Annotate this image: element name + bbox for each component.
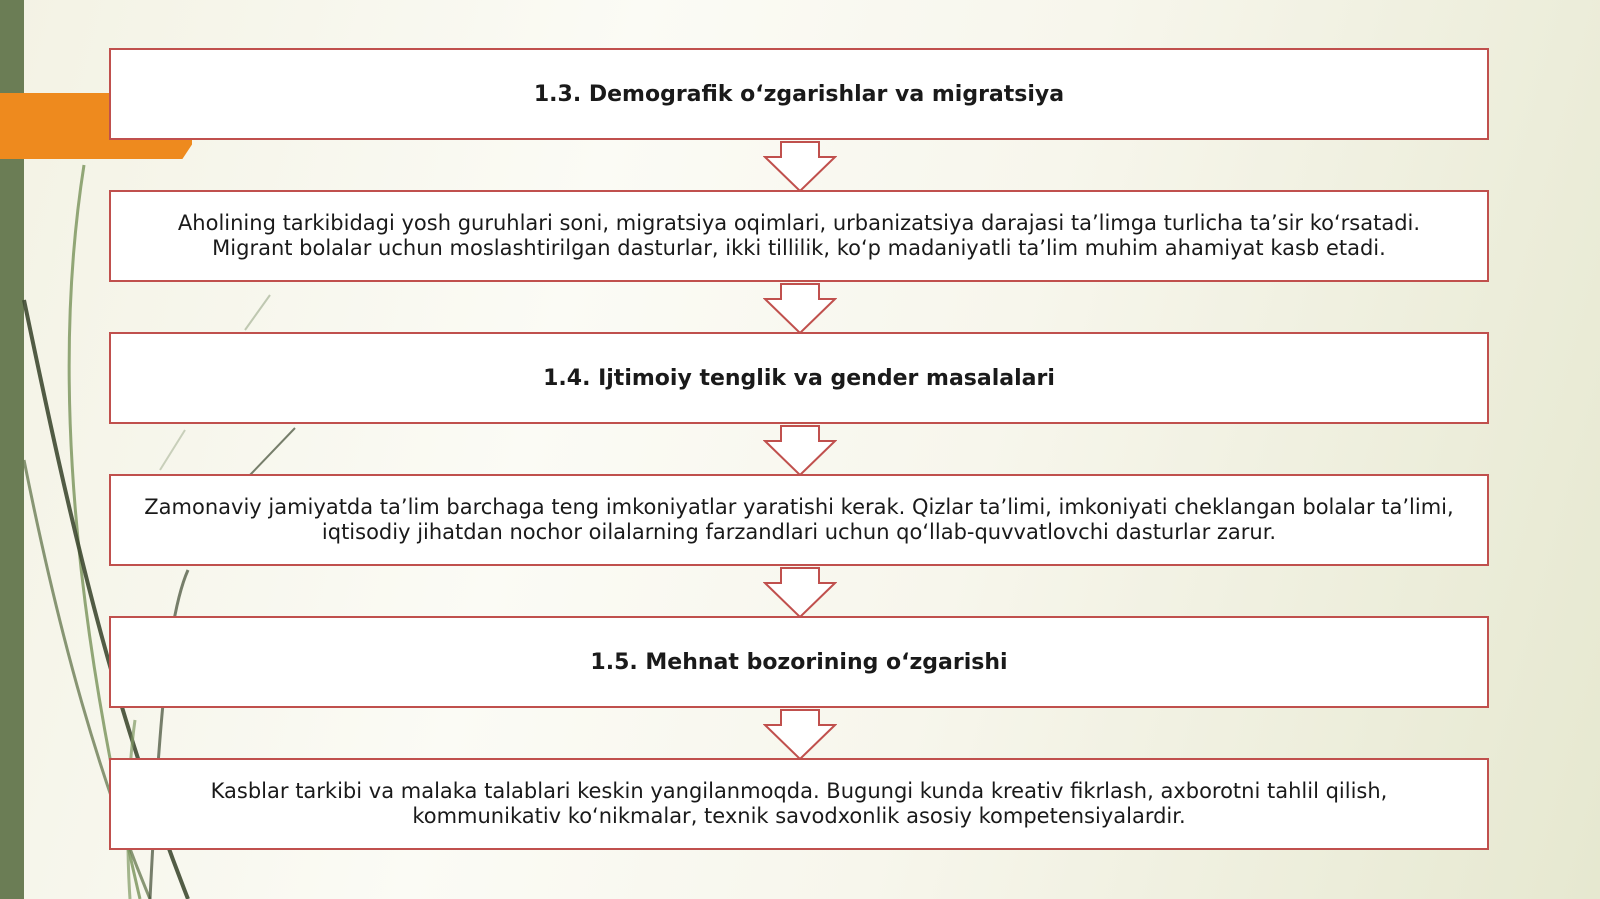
details-text [150, 211, 1448, 261]
arrow-down-icon [763, 567, 837, 619]
details-text [183, 779, 1416, 829]
flow-box-equality-details [109, 474, 1489, 566]
details-line-2: kommunikativ ko‘nikmalar, texnik savodxonlik asosiy kompetensiyalardir. [412, 804, 1186, 828]
arrow-down-icon [763, 425, 837, 477]
arrow-down-icon [763, 283, 837, 335]
heading-text: 1.5. Mehnat bozorining o‘zgarishi [590, 649, 1008, 675]
details-line-2: Migrant bolalar uchun moslashtirilgan dasturlar, ikki tillilik, ko‘p madaniyatli ta’lim muhim ahamiyat kasb etadi. [212, 236, 1386, 260]
details-line-1: Zamonaviy jamiyatda ta’lim barchaga teng imkoniyatlar yaratishi kerak. Qizlar ta’limi, imkoniyati cheklangan bolalar ta’limi, [144, 495, 1454, 519]
arrow-down-icon [763, 709, 837, 761]
flow-box-equality-heading [109, 332, 1489, 424]
details-text [116, 495, 1481, 545]
details-line-1: Aholining tarkibidagi yosh guruhlari soni, migratsiya oqimlari, urbanizatsiya darajasi ta’limga turlicha ta’sir ko‘rsatadi. [177, 211, 1421, 235]
flow-box-demographic-heading [109, 48, 1489, 140]
details-line-1: Kasblar tarkibi va malaka talablari keskin yangilanmoqda. Bugungi kunda kreativ fikrlash, axborotni tahlil qilish, [210, 779, 1388, 803]
flow-box-labor-heading [109, 616, 1489, 708]
flow-box-demographic-details [109, 190, 1489, 282]
flow-box-labor-details [109, 758, 1489, 850]
arrow-down-icon [763, 141, 837, 193]
heading-text: 1.4. Ijtimoiy tenglik va gender masalalari [543, 365, 1055, 391]
details-line-2: iqtisodiy jihatdan nochor oilalarning farzandlari uchun qo‘llab-quvvatlovchi dasturlar zarur. [321, 520, 1277, 544]
heading-text: 1.3. Demografik o‘zgarishlar va migratsiya [533, 81, 1065, 107]
